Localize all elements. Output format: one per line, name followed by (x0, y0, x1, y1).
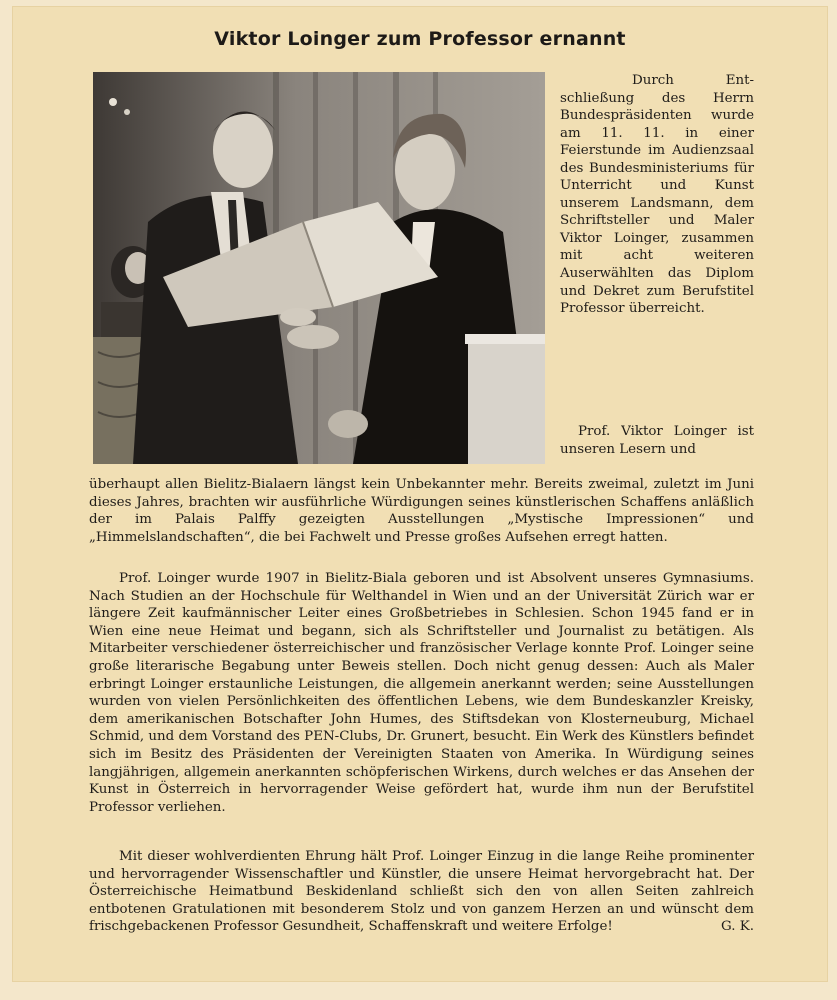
author-signature: G. K. (721, 919, 754, 935)
intro-column-continuation: Prof. Viktor Loinger ist unseren Lesern und (560, 424, 754, 457)
intro-wide-text: überhaupt allen Bielitz-Bialaern längst kein Unbekannter mehr. Bereits zweimal, zuletzt im Juni dieses Jahres, brachten wir ausführliche Würdigungen seines künstlerischen Schaffens anläßlich der im Palais Palffy gezeigten Ausstellungen „Mystische Impressionen“ und „Himmelslandschaften“, die bei Fachwelt und Presse großes Aufsehen erregt hatten. (89, 477, 754, 545)
closing-paragraph (89, 848, 754, 936)
intro-column-text: Durch Entschließung des Herrn Bundespräsidenten wurde am 11. 11. in einer Feierstunde im Audienzsaal des Bundesministeriums für Unterricht und Kunst unserem Landsmann, dem Schriftsteller und Maler Viktor Loinger, zusammen mit acht weiteren Auserwählten das Diplom und Dekret zum Berufstitel Professor überreicht. (560, 73, 754, 317)
photo-award-ceremony-icon (93, 72, 545, 464)
closing-text: Mit dieser wohlverdienten Ehrung hält Prof. Loinger Einzug in die lange Reihe prominenter und hervorragender Wissenschaftler und Künstler, die unsere Heimat hervorgebracht hat. Der Österreichische Heimatbund Beskidenland schließt sich den von allen Seiten zahlreich entbotenen Gratulationen mit besonderem Stolz und von ganzem Herzen an und wünscht dem frischgebackenen Professor Gesundheit, Schaffenskraft und weitere Erfolge! (89, 849, 754, 935)
award-ceremony-photo (93, 72, 545, 464)
headline: Viktor Loinger zum Professor ernannt (214, 28, 626, 50)
biography-paragraph: Prof. Loinger wurde 1907 in Bielitz-Biala geboren und ist Absolvent unseres Gymnasiums. Nach Studien an der Hochschule für Welthandel in Wien und an der Universität Zürich war er längere Zeit kaufmännischer Leiter eines Großbetriebes in Schlesien. Schon 1945 fand er in Wien eine neue Heimat und begann, sich als Schriftsteller und Journalist zu betätigen. Als Mitarbeiter verschiedener österreichischer und französischer Verlage konnte Prof. Loinger seine große literarische Begabung unter Beweis stellen. Doch nicht genug dessen: Auch als Maler erbringt Loinger erstaunliche Leistungen, die allgemein anerkannt werden; seine Ausstellungen wurden von vielen Persönlichkeiten des öffentlichen Lebens, wie dem Bundeskanzler Kreisky, dem amerikanischen Botschafter John Humes, des Stiftsdekan von Klosterneuburg, Michael Schmid, und dem Vorstand des PEN-Clubs, Dr. Grunert, besucht. Ein Werk des Künstlers befindet sich im Besitz des Präsidenten der Vereinigten Staaten von Amerika. In Würdigung seines langjährigen, allgemein anerkannten schöpferischen Wirkens, durch welches er das Ansehen der Kunst in Österreich in hervorragender Weise gefördert hat, wurde ihm nun der Berufstitel Professor verliehen. (89, 571, 754, 815)
